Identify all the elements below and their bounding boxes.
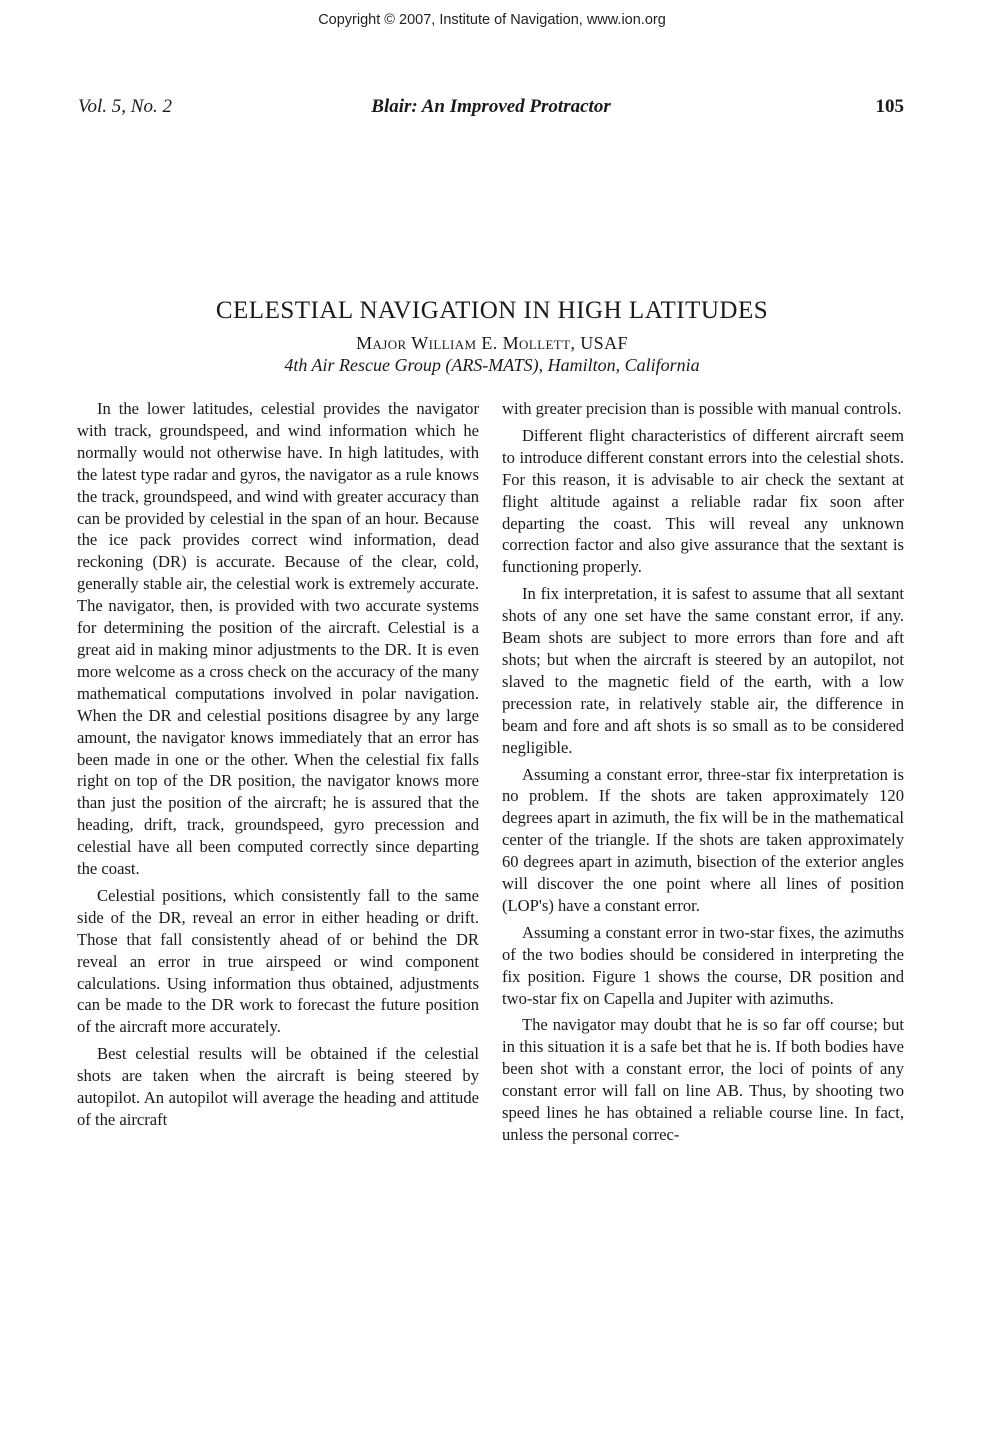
running-head — [78, 96, 904, 120]
running-title: Blair: An Improved Protractor — [371, 96, 611, 117]
right-column — [502, 398, 904, 1151]
body-paragraph: In fix interpretation, it is safest to assume that all sextant shots of any one set have the same constant error, if any. Beam shots are subject to more errors than fore and aft shots; but when the aircraft is steered by an autopilot, not slaved to the magnetic field of the earth, with a low precession rate, in relatively stable air, the difference in beam and fore and aft shots is so small as to be considered negligible. — [502, 584, 904, 757]
page-number: 105 — [875, 96, 904, 117]
volume-issue: Vol. 5, No. 2 — [78, 96, 172, 117]
body-paragraph: In the lower latitudes, celestial provides the navigator with track, groundspeed, and wind information which he normally would not otherwise have. In high latitudes, with the latest type radar and gyros, the navigator as a rule knows the track, groundspeed, and wind with greater accuracy than can be provided by celestial in the span of an hour. Because the ice pack provides correct wind information, dead reckoning (DR) is accurate. Because of the clear, cold, generally stable air, the celestial work is extremely accurate. The navigator, then, is provided with two accurate systems for determining the position of the aircraft. Celestial is a great aid in making minor adjustments to the DR. It is even more welcome as a cross check on the accuracy of the many mathematical computations involved in polar navigation. When the DR and celestial positions disagree by any large amount, the navigator knows immediately that an error has been made in one or the other. When the celestial fix falls right on top of the DR position, the navigator knows more than just the position of the aircraft; he is assured that the heading, drift, track, groundspeed, gyro precession and celestial have all been computed correctly since departing the coast. — [77, 399, 479, 879]
left-column — [77, 398, 479, 1136]
author-affiliation: 4th Air Rescue Group (ARS-MATS), Hamilton, California — [284, 355, 700, 375]
article-title: CELESTIAL NAVIGATION IN HIGH LATITUDES — [215, 297, 769, 324]
body-paragraph: Assuming a constant error in two-star fixes, the azimuths of the two bodies should be considered in interpreting the fix position. Figure 1 shows the course, DR position and two-star fix on Capella and Jupiter with azimuths. — [502, 922, 904, 1008]
body-paragraph: Best celestial results will be obtained if the celestial shots are taken when the aircraft is being steered by autopilot. An autopilot will average the heading and attitude of the aircraft — [77, 1044, 479, 1129]
body-paragraph: Celestial positions, which consistently fall to the same side of the DR, reveal an error in either heading or drift. Those that fall consistently ahead of or behind the DR reveal an error in true airspeed or wind component calculations. Using information thus obtained, adjustments can be made to the DR work to forecast the future position of the aircraft more accurately. — [77, 885, 479, 1037]
copyright-notice: Copyright © 2007, Institute of Navigation, www.ion.org — [318, 12, 666, 28]
body-paragraph: Different flight characteristics of different aircraft seem to introduce different constant errors into the celestial shots. For this reason, it is advisable to air check the sextant at flight altitude against a reliable radar fix soon after departing the coast. This will reveal any unknown correction factor and also give assurance that the sextant is functioning properly. — [502, 425, 904, 577]
body-paragraph: Assuming a constant error, three-star fix interpretation is no problem. If the shots are taken approximately 120 degrees apart in azimuth, the fix will be in the mathematical center of the triangle. If the shots are taken approximately 60 degrees apart in azimuth, bisection of the exterior angles will discover the one point where all lines of position (LOP's) have a constant error. — [502, 764, 904, 915]
article-author: Major William E. Mollett, USAF — [356, 333, 628, 353]
body-paragraph-continuation: with greater precision than is possible with manual controls. — [502, 399, 902, 418]
body-paragraph: The navigator may doubt that he is so far off course; but in this situation it is a safe bet that he is. If both bodies have been shot with a constant error, the loci of points of any constant error will fall on line AB. Thus, by shooting two speed lines he has obtained a reliable course line. In fact, unless the personal correc- — [502, 1015, 904, 1144]
